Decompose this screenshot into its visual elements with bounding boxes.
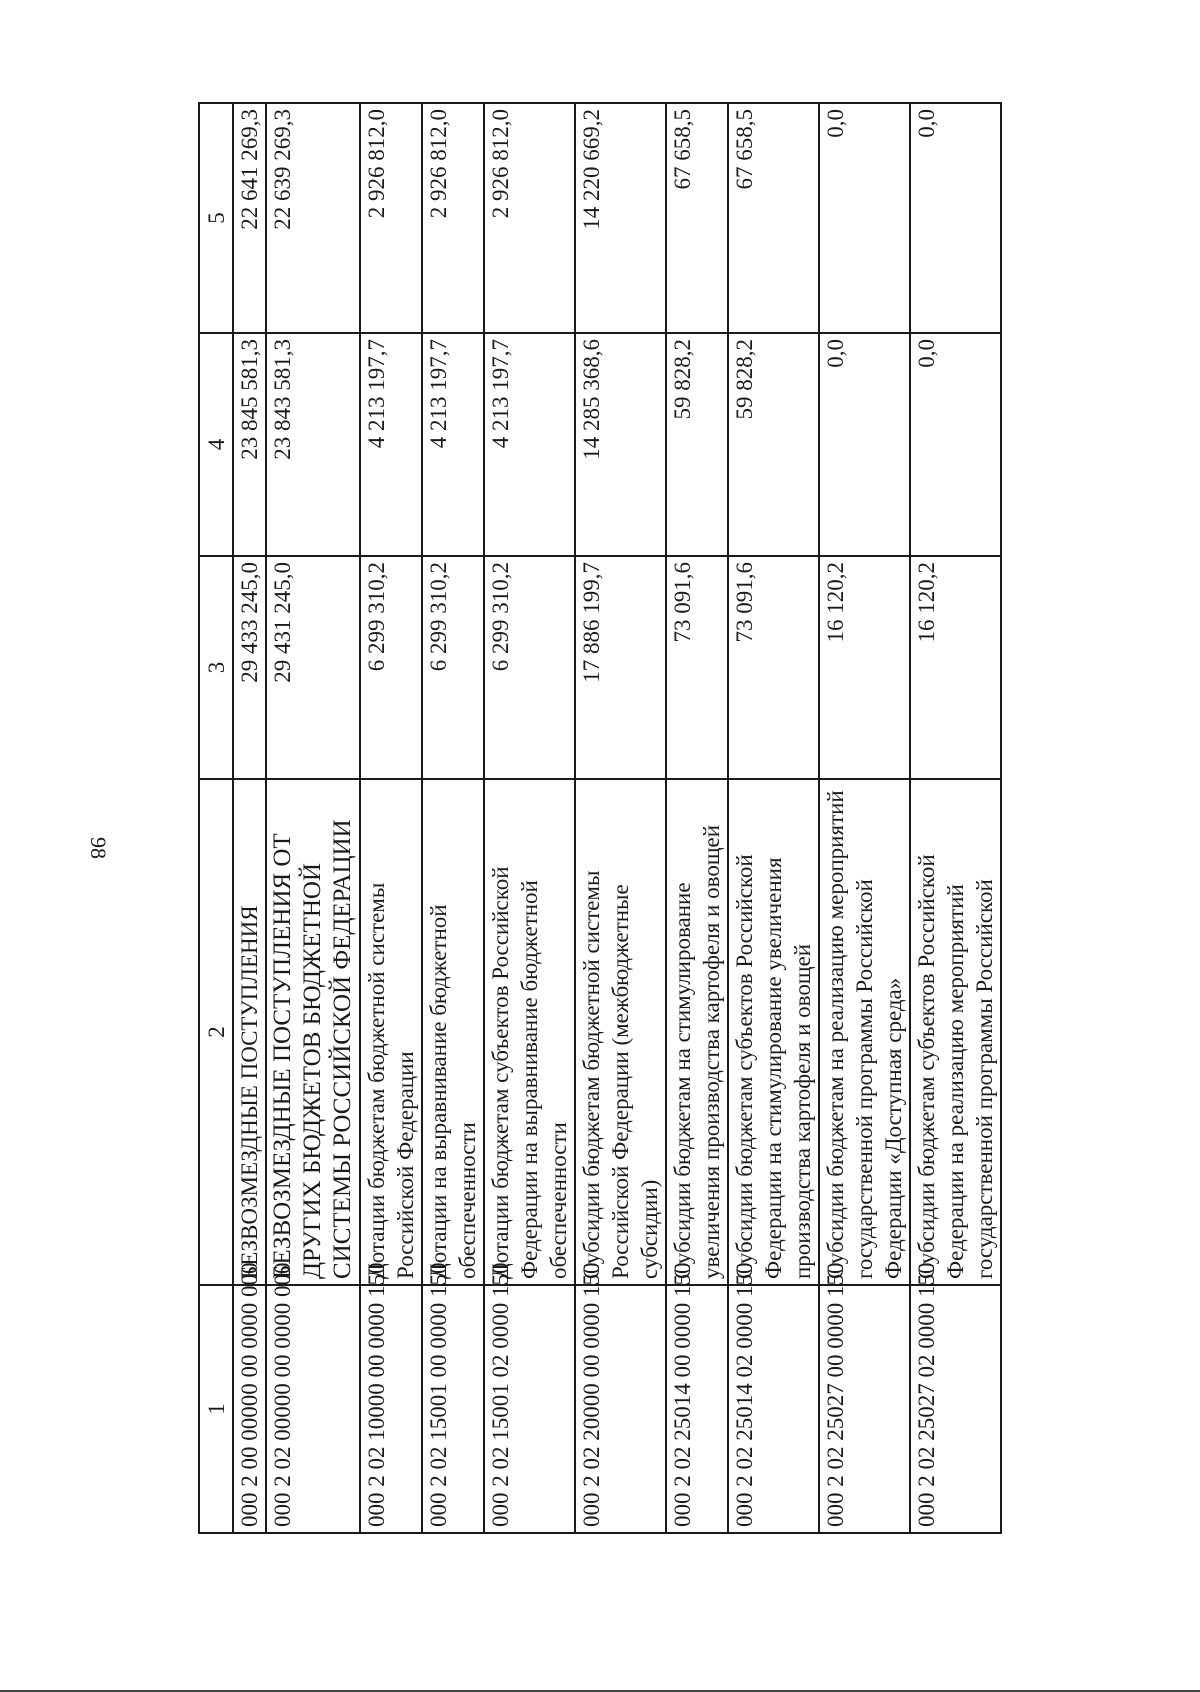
table-row bbox=[422, 103, 484, 1533]
row-value-col4: 23 845 581,3 bbox=[233, 333, 266, 556]
table-row bbox=[819, 103, 910, 1533]
row-name: Субсидии бюджетам бюджетной системы Российской Федерации (межбюджетные субсидии) bbox=[575, 779, 666, 1285]
row-value-col3: 73 091,6 bbox=[666, 556, 728, 779]
table-row bbox=[233, 103, 266, 1533]
header-col-2: 2 bbox=[199, 779, 233, 1285]
row-value-col5: 2 926 812,0 bbox=[360, 103, 422, 333]
row-value-col3: 16 120,2 bbox=[910, 556, 1001, 779]
row-value-col5: 14 220 669,2 bbox=[575, 103, 666, 333]
row-name: Субсидии бюджетам субъектов Российской Федерации на стимулирование увеличения производства картофеля и овощей bbox=[728, 779, 819, 1285]
table-container bbox=[198, 104, 1100, 1534]
row-value-col4: 0,0 bbox=[910, 333, 1001, 556]
row-value-col5: 67 658,5 bbox=[666, 103, 728, 333]
row-code: 000 2 02 25014 02 0000 150 bbox=[728, 1285, 819, 1533]
row-value-col5: 0,0 bbox=[819, 103, 910, 333]
row-code: 000 2 02 20000 00 0000 150 bbox=[575, 1285, 666, 1533]
row-value-col5: 22 639 269,3 bbox=[266, 103, 360, 333]
row-name: БЕЗВОЗМЕЗДНЫЕ ПОСТУПЛЕНИЯ ОТ ДРУГИХ БЮДЖЕТОВ БЮДЖЕТНОЙ СИСТЕМЫ РОССИЙСКОЙ ФЕДЕРАЦИИ bbox=[266, 779, 360, 1285]
table-row bbox=[575, 103, 666, 1533]
table-row bbox=[910, 103, 1001, 1533]
row-value-col5: 2 926 812,0 bbox=[484, 103, 575, 333]
header-col-5: 5 bbox=[199, 103, 233, 333]
row-value-col3: 6 299 310,2 bbox=[422, 556, 484, 779]
table-row bbox=[666, 103, 728, 1533]
row-value-col4: 4 213 197,7 bbox=[422, 333, 484, 556]
page-number: 98 bbox=[86, 837, 111, 859]
row-value-col5: 67 658,5 bbox=[728, 103, 819, 333]
table-row bbox=[728, 103, 819, 1533]
row-value-col3: 6 299 310,2 bbox=[360, 556, 422, 779]
rotated-table-frame bbox=[198, 104, 1100, 1534]
row-value-col3: 6 299 310,2 bbox=[484, 556, 575, 779]
row-value-col4: 59 828,2 bbox=[728, 333, 819, 556]
row-code: 000 2 02 25027 00 0000 150 bbox=[819, 1285, 910, 1533]
row-code: 000 2 02 25014 00 0000 150 bbox=[666, 1285, 728, 1533]
budget-revenue-table bbox=[198, 102, 1002, 1534]
header-col-4: 4 bbox=[199, 333, 233, 556]
row-value-col3: 17 886 199,7 bbox=[575, 556, 666, 779]
row-value-col3: 29 433 245,0 bbox=[233, 556, 266, 779]
row-code: 000 2 02 15001 02 0000 150 bbox=[484, 1285, 575, 1533]
row-name: Дотации на выравнивание бюджетной обеспеченности bbox=[422, 779, 484, 1285]
row-code: 000 2 00 00000 00 0000 000 bbox=[233, 1285, 266, 1533]
header-row bbox=[199, 103, 233, 1533]
row-code: 000 2 02 00000 00 0000 000 bbox=[266, 1285, 360, 1533]
table-row bbox=[484, 103, 575, 1533]
row-code: 000 2 02 25027 02 0000 150 bbox=[910, 1285, 1001, 1533]
row-value-col4: 4 213 197,7 bbox=[484, 333, 575, 556]
row-value-col4: 23 843 581,3 bbox=[266, 333, 360, 556]
row-value-col3: 29 431 245,0 bbox=[266, 556, 360, 779]
row-name: Субсидии бюджетам субъектов Российской Федерации на реализацию мероприятий государственной программы Российской bbox=[910, 779, 1001, 1285]
row-name: Дотации бюджетам субъектов Российской Федерации на выравнивание бюджетной обеспеченности bbox=[484, 779, 575, 1285]
row-value-col5: 22 641 269,3 bbox=[233, 103, 266, 333]
table-row bbox=[266, 103, 360, 1533]
row-code: 000 2 02 10000 00 0000 150 bbox=[360, 1285, 422, 1533]
row-code: 000 2 02 15001 00 0000 150 bbox=[422, 1285, 484, 1533]
header-col-3: 3 bbox=[199, 556, 233, 779]
row-name: Дотации бюджетам бюджетной системы Российской Федерации bbox=[360, 779, 422, 1285]
row-value-col3: 16 120,2 bbox=[819, 556, 910, 779]
row-value-col4: 4 213 197,7 bbox=[360, 333, 422, 556]
row-name: Субсидии бюджетам на стимулирование увеличения производства картофеля и овощей bbox=[666, 779, 728, 1285]
row-name: Субсидии бюджетам на реализацию мероприятий государственной программы Российской Федерации «Доступная среда» bbox=[819, 779, 910, 1285]
table-row bbox=[360, 103, 422, 1533]
row-name: БЕЗВОЗМЕЗДНЫЕ ПОСТУПЛЕНИЯ bbox=[233, 779, 266, 1285]
header-col-1: 1 bbox=[199, 1285, 233, 1533]
row-value-col4: 14 285 368,6 bbox=[575, 333, 666, 556]
row-value-col4: 59 828,2 bbox=[666, 333, 728, 556]
row-value-col4: 0,0 bbox=[819, 333, 910, 556]
row-value-col5: 2 926 812,0 bbox=[422, 103, 484, 333]
row-value-col3: 73 091,6 bbox=[728, 556, 819, 779]
row-value-col5: 0,0 bbox=[910, 103, 1001, 333]
